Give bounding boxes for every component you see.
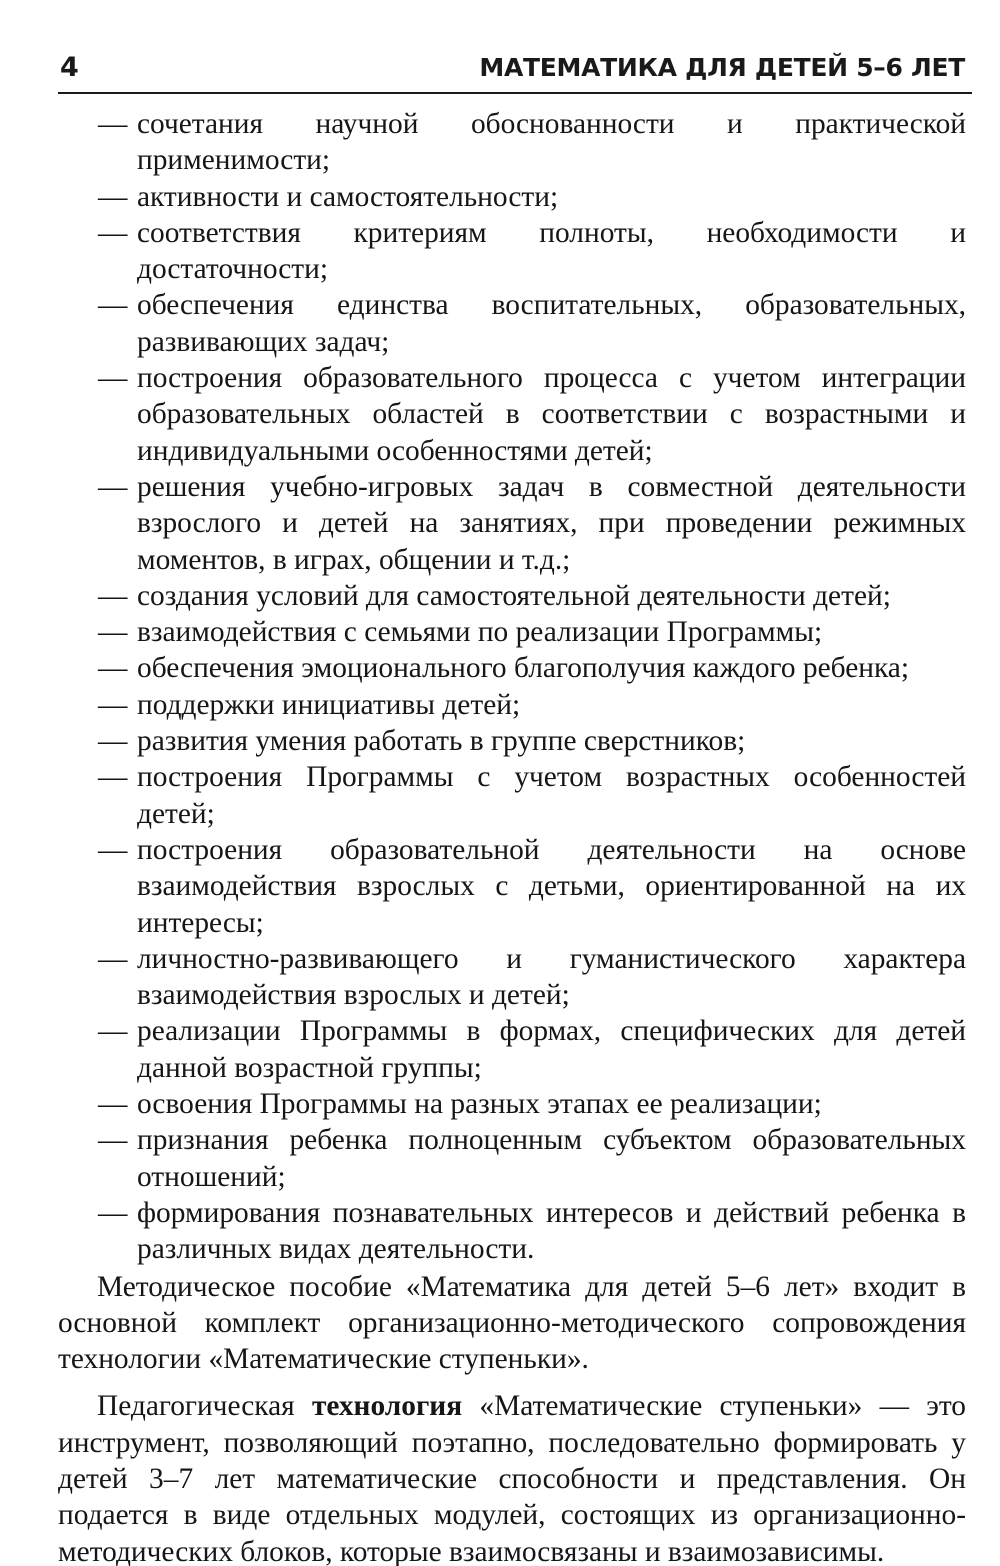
technology-term: технология (311, 1390, 463, 1423)
list-item (58, 1195, 966, 1268)
paragraph-technology (58, 1388, 966, 1566)
bullet-dash: — (98, 942, 128, 975)
list-item (58, 215, 966, 288)
list-item (58, 287, 966, 360)
list-item (58, 469, 966, 578)
list-item-text: обеспечения единства воспитательных, образовательных, развивающих задач; (137, 289, 966, 358)
list-item-text: формирования познавательных интересов и действий ребенка в различных видах деятельности. (137, 1196, 966, 1266)
list-item-text: развития умения работать в группе сверстников; (137, 725, 746, 758)
header-rule (58, 92, 972, 94)
list-item (58, 1013, 966, 1086)
bullet-dash: — (98, 180, 128, 213)
paragraph-methodical-guide: Методическое пособие «Математика для детей 5–6 лет» входит в основной комплект организационно-методического сопровождения технологии «Математические ступеньки». (58, 1270, 966, 1376)
list-item-text: построения Программы с учетом возрастных особенностей детей; (137, 761, 966, 830)
list-item (58, 650, 966, 686)
paragraph-technology-start: Педагогическая (97, 1390, 312, 1423)
list-item (58, 106, 966, 179)
bullet-dash: — (98, 470, 128, 503)
list-item (58, 941, 966, 1014)
list-item-text: освоения Программы на разных этапах ее реализации; (137, 1088, 822, 1121)
list-item (58, 179, 966, 215)
list-item (58, 687, 966, 723)
bullet-dash: — (98, 1196, 128, 1229)
list-item-text: построения образовательной деятельности на основе взаимодействия взрослых с детьми, ориентированной на их интересы; (137, 833, 966, 939)
paragraph-technology-rest: «Математические ступеньки» — это инструмент, позволяющий поэтапно, последовательно формировать у детей 3–7 лет математические способности и представления. Он подается в виде отдельных модулей, состоящих из организационно-методических блоков, которые взаимосвязаны и взаимозависимы. (58, 1390, 967, 1566)
list-item-text: активности и самостоятельности; (137, 180, 559, 213)
page-body (58, 106, 966, 1566)
list-item (58, 614, 966, 650)
page-number: 4 (60, 52, 79, 83)
bullet-dash: — (98, 216, 128, 249)
list-item-text: обеспечения эмоционального благополучия каждого ребенка; (137, 652, 910, 685)
list-item (58, 723, 966, 759)
bullet-dash: — (98, 652, 128, 685)
list-item (58, 832, 966, 941)
list-item-text: построения образовательного процесса с учетом интеграции образовательных областей в соответствии с возрастными и индивидуальными особенностями детей; (137, 362, 966, 467)
list-item-text: решения учебно-игровых задач в совместной деятельности взрослого и детей на занятиях, при проведении режимных моментов, в играх, общении и т.д.; (137, 470, 966, 576)
list-item-text: создания условий для самостоятельной деятельности детей; (137, 579, 891, 612)
list-item-text: личностно-развивающего и гуманистического характера взаимодействия взрослых и детей; (137, 942, 966, 1012)
bullet-dash: — (98, 761, 128, 794)
bullet-dash: — (98, 725, 128, 758)
bullet-dash: — (98, 688, 128, 721)
running-title: МАТЕМАТИКА ДЛЯ ДЕТЕЙ 5–6 ЛЕТ (479, 53, 965, 82)
list-item (58, 1122, 966, 1195)
list-item-text: сочетания научной обоснованности и практической применимости; (137, 108, 966, 177)
bullet-dash: — (98, 289, 128, 322)
list-item (58, 1086, 966, 1122)
list-item-text: соответствия критериям полноты, необходимости и достаточности; (137, 216, 966, 286)
bullet-dash: — (98, 833, 128, 866)
bullet-dash: — (98, 362, 128, 395)
list-item (58, 759, 966, 832)
bullet-dash: — (98, 1088, 128, 1121)
list-item-text: взаимодействия с семьями по реализации Программы; (137, 616, 823, 649)
bullet-dash: — (98, 579, 128, 612)
bullet-dash: — (98, 616, 128, 649)
bullet-dash: — (98, 1015, 128, 1048)
bullet-dash: — (98, 1124, 128, 1157)
list-item (58, 578, 966, 614)
list-item (58, 360, 966, 469)
list-item-text: реализации Программы в формах, специфических для детей данной возрастной группы; (137, 1015, 966, 1084)
bullet-dash: — (98, 108, 128, 140)
principles-list (58, 106, 966, 1268)
list-item-text: признания ребенка полноценным субъектом образовательных отношений; (137, 1124, 966, 1193)
running-header (60, 44, 970, 88)
list-item-text: поддержки инициативы детей; (137, 688, 521, 721)
